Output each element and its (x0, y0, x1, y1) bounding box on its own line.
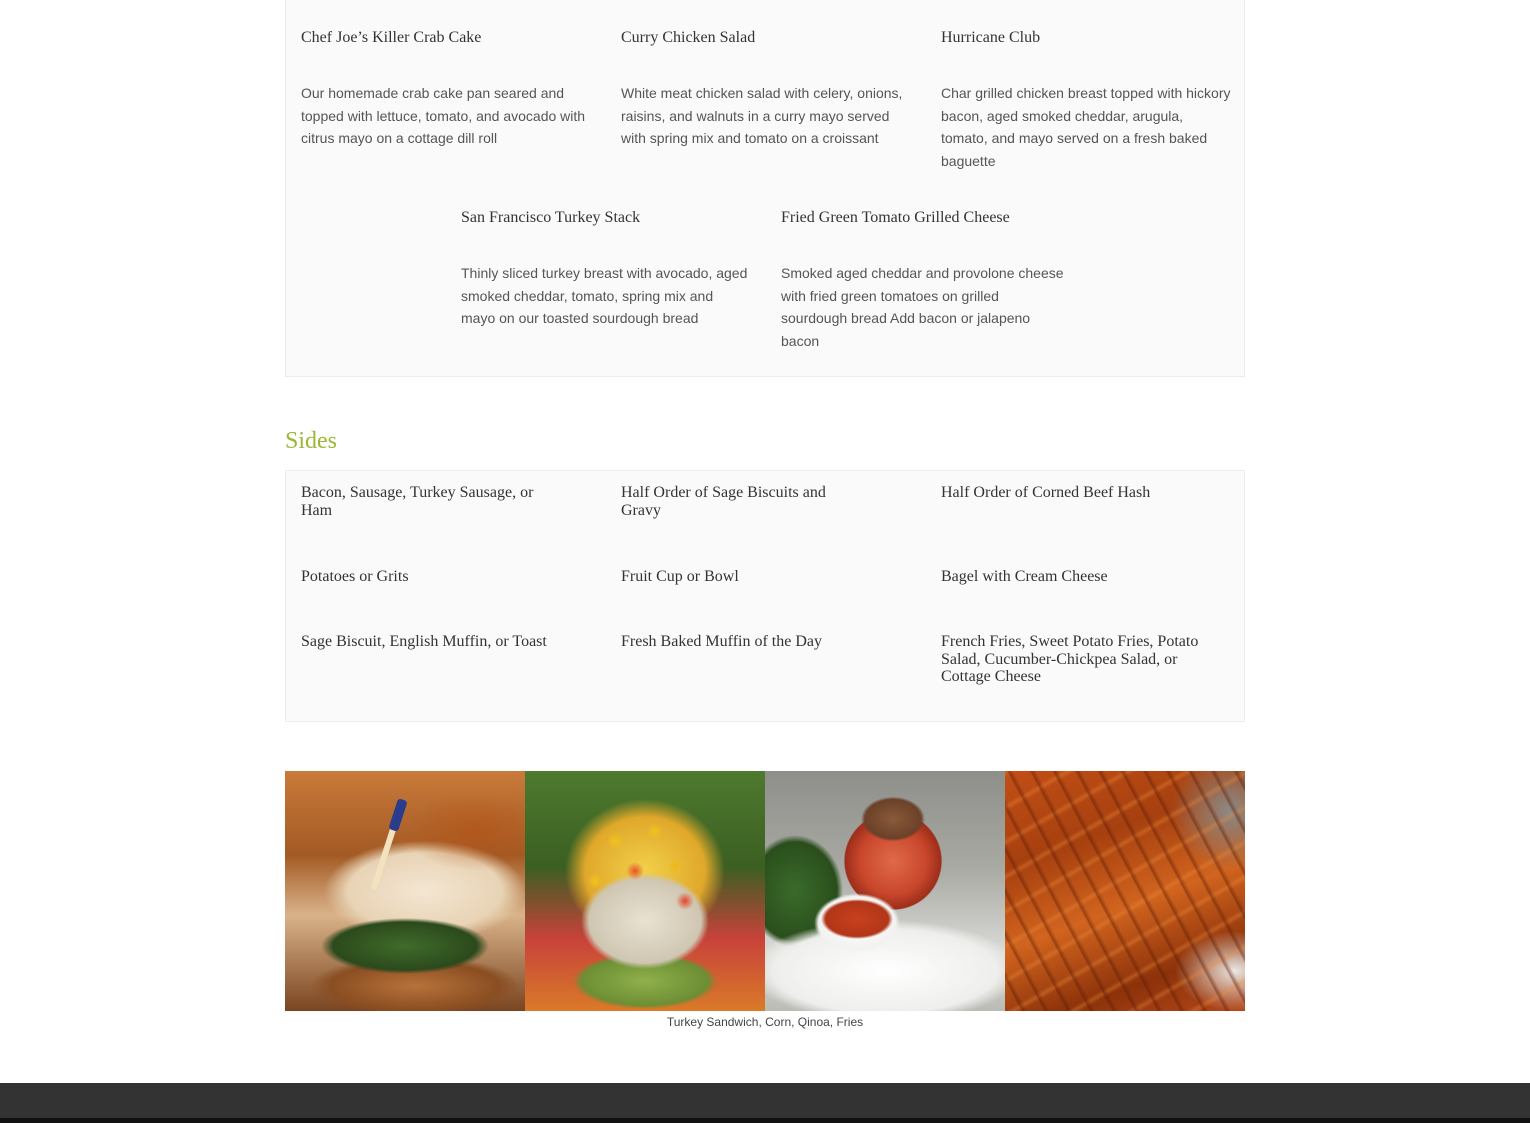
toothpick-flag-shape (388, 798, 407, 832)
corn-salad-photo[interactable] (525, 771, 765, 1011)
menu-item-title: Curry Chicken Salad (621, 29, 756, 46)
stuffed-apple-photo[interactable] (765, 771, 1005, 1011)
section-heading-sides: Sides (285, 428, 338, 454)
menu-item-description: Thinly sliced turkey breast with avocado, aged smoked cheddar, tomato, spring mix and mayo on our toasted sourdough bread (461, 265, 748, 326)
side-item: Sage Biscuit, English Muffin, or Toast (301, 633, 547, 650)
photo-gallery (285, 771, 1245, 1011)
footer-bar (0, 1083, 1530, 1118)
menu-item-title: Fried Green Tomato Grilled Cheese (781, 209, 1010, 226)
menu-item-description: Smoked aged cheddar and provolone cheese with fried green tomatoes on grilled sourdough bread Add bacon or jalapeno bacon (781, 265, 1064, 349)
gallery-caption: Turkey Sandwich, Corn, Qinoa, Fries (666, 1015, 864, 1029)
side-item: Bagel with Cream Cheese (941, 568, 1108, 585)
footer-bottom-strip (0, 1118, 1530, 1123)
side-item: French Fries, Sweet Potato Fries, Potato Salad, Cucumber-Chickpea Salad, or Cottage Cheese (941, 633, 1199, 685)
side-item: Fresh Baked Muffin of the Day (621, 633, 822, 650)
menu-item-description: Our homemade crab cake pan seared and topped with lettuce, tomato, and avocado with citrus mayo on a cottage dill roll (301, 85, 586, 146)
fries-photo[interactable] (1005, 771, 1245, 1011)
sandwich-menu-panel (285, 0, 1245, 377)
side-item: Potatoes or Grits (301, 568, 409, 585)
menu-item-title: San Francisco Turkey Stack (461, 209, 641, 226)
side-item: Fruit Cup or Bowl (621, 568, 739, 585)
side-item: Half Order of Sage Biscuits and Gravy (621, 484, 826, 519)
menu-item-title: Chef Joe’s Killer Crab Cake (301, 29, 482, 46)
side-item: Half Order of Corned Beef Hash (941, 484, 1151, 501)
menu-item-title: Hurricane Club (941, 29, 1041, 46)
turkey-sandwich-photo[interactable] (285, 771, 525, 1011)
side-item: Bacon, Sausage, Turkey Sausage, or Ham (301, 484, 534, 519)
menu-item-description: White meat chicken salad with celery, onions, raisins, and walnuts in a curry mayo served with spring mix and tomato on a croissant (621, 85, 903, 146)
menu-item-description: Char grilled chicken breast topped with hickory bacon, aged smoked cheddar, arugula, tomato, and mayo served on a fresh baked baguette (941, 85, 1231, 169)
